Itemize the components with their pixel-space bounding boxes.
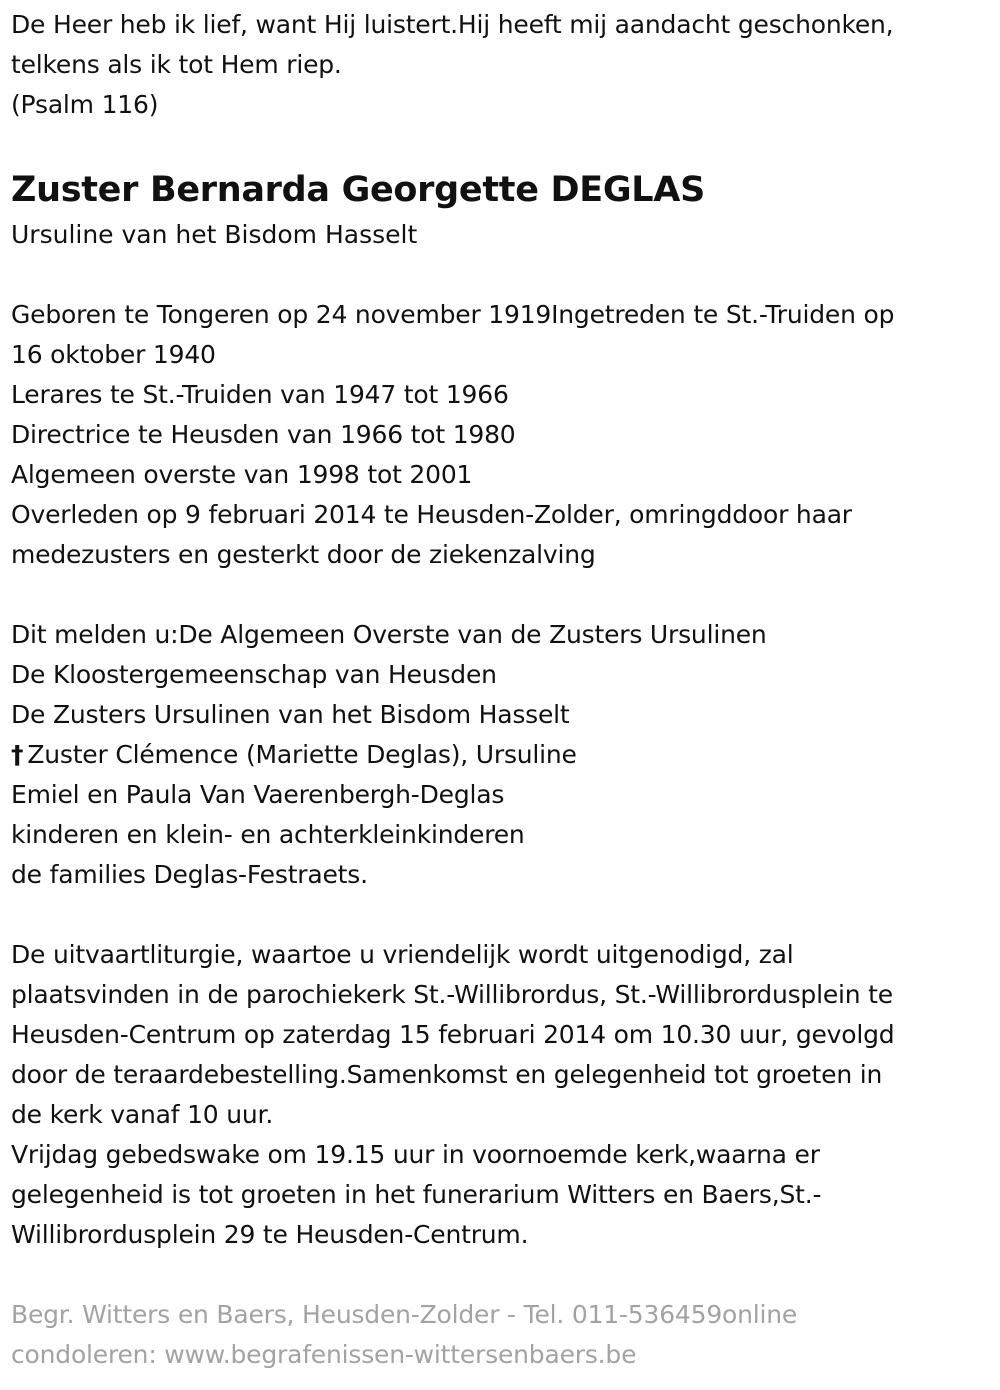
- quote-line: telkens als ik tot Hem riep.: [11, 50, 342, 79]
- funeral-line: De uitvaartliturgie, waartoe u vriendelijk wordt uitgenodigd, zal: [11, 940, 794, 969]
- deceased-sister-name: Zuster Clémence (Mariette Deglas), Ursuline: [27, 740, 577, 769]
- deceased-name: Zuster Bernarda Georgette DEGLAS: [11, 170, 706, 210]
- deceased-subtitle: Ursuline van het Bisdom Hasselt: [11, 220, 418, 249]
- quote-source: (Psalm 116): [11, 90, 159, 119]
- funeral-line: gelegenheid is tot groeten in het funerarium Witters en Baers,St.-: [11, 1180, 822, 1209]
- announcer-line: Dit melden u:De Algemeen Overste van de Zusters Ursulinen: [11, 620, 767, 649]
- funeral-line: de kerk vanaf 10 uur.: [11, 1100, 274, 1129]
- obituary-notice: [11, 5, 989, 1375]
- footer-line: condoleren: www.begrafenissen-wittersenbaers.be: [11, 1340, 637, 1369]
- funeral-line: door de teraardebestelling.Samenkomst en gelegenheid tot groeten in: [11, 1060, 883, 1089]
- quote-line: De Heer heb ik lief, want Hij luistert.Hij heeft mij aandacht geschonken,: [11, 10, 894, 39]
- funeral-details: [11, 935, 989, 1255]
- biography: [11, 295, 989, 575]
- funeral-line: Heusden-Centrum op zaterdag 15 februari 2014 om 10.30 uur, gevolgd: [11, 1020, 895, 1049]
- biography-line: Directrice te Heusden van 1966 tot 1980: [11, 420, 516, 449]
- announcers: [11, 615, 989, 895]
- psalm-quote: [11, 5, 989, 125]
- biography-line: Geboren te Tongeren op 24 november 1919Ingetreden te St.-Truiden op: [11, 300, 895, 329]
- footer-line: Begr. Witters en Baers, Heusden-Zolder - Tel. 011-536459online: [11, 1300, 798, 1329]
- biography-line: 16 oktober 1940: [11, 340, 216, 369]
- announcer-line: kinderen en klein- en achterkleinkinderen: [11, 820, 525, 849]
- funeral-line: plaatsvinden in de parochiekerk St.-Willibrordus, St.-Willibrordusplein te: [11, 980, 893, 1009]
- biography-line: medezusters en gesterkt door de ziekenzalving: [11, 540, 596, 569]
- announcer-line: De Zusters Ursulinen van het Bisdom Hasselt: [11, 700, 570, 729]
- funeral-line: Vrijdag gebedswake om 19.15 uur in voornoemde kerk,waarna er: [11, 1140, 820, 1169]
- biography-line: Overleden op 9 februari 2014 te Heusden-Zolder, omringddoor haar: [11, 500, 852, 529]
- funeral-line: Willibrordusplein 29 te Heusden-Centrum.: [11, 1220, 529, 1249]
- funeral-home-footer: [11, 1295, 989, 1375]
- announcer-line: De Kloostergemeenschap van Heusden: [11, 660, 497, 689]
- biography-line: Algemeen overste van 1998 tot 2001: [11, 460, 473, 489]
- announcer-line: Emiel en Paula Van Vaerenbergh-Deglas: [11, 780, 505, 809]
- biography-line: Lerares te St.-Truiden van 1947 tot 1966: [11, 380, 509, 409]
- announcer-line: de families Deglas-Festraets.: [11, 860, 368, 889]
- announcer-line-deceased-sister: [11, 735, 989, 775]
- cross-icon: †: [11, 740, 24, 769]
